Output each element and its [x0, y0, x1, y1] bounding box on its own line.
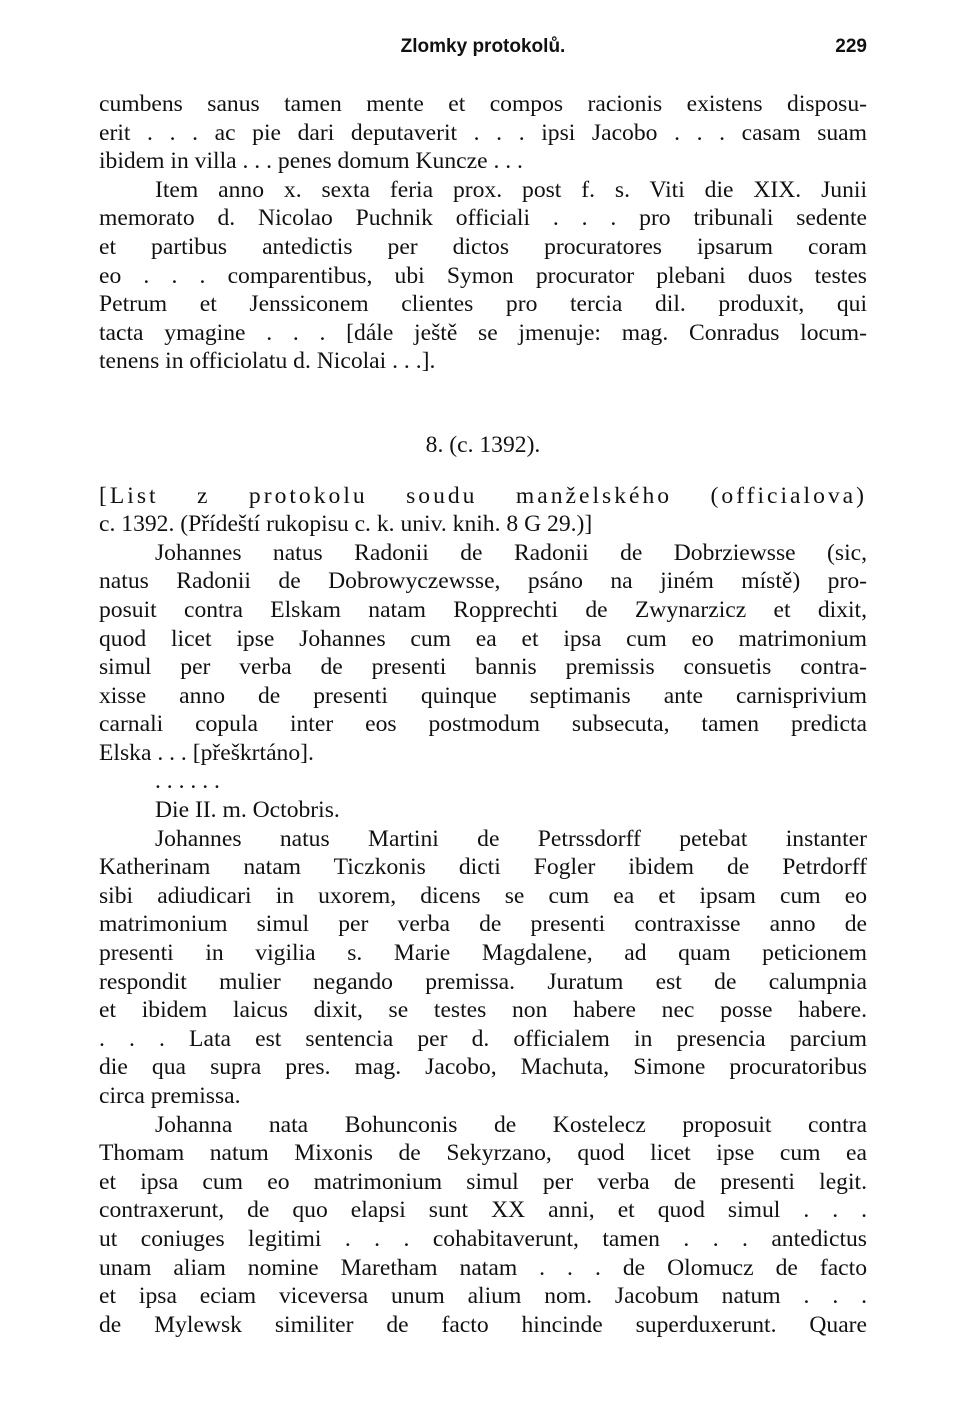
text-line: Elska . . . [přeškrtáno].: [99, 739, 314, 766]
heading-gap: [99, 460, 867, 482]
page-number: 229: [835, 36, 867, 57]
text-line: posuit contra Elskam natam Ropprechti de Zwynarzicz et dixit,: [99, 596, 867, 623]
text-line: unam aliam nomine Maretham natam . . . de Olomucz de facto: [99, 1254, 867, 1281]
text-line: contraxerunt, de quo elapsi sunt XX anni, et quod simul . . .: [99, 1197, 867, 1224]
text-line: carnali copula inter eos postmodum subsecuta, tamen predicta: [99, 711, 867, 738]
text-line: . . . Lata est sentencia per d. officialem in presencia parcium: [99, 1025, 867, 1052]
text-line: tenens in officiolatu d. Nicolai . . .].: [99, 348, 436, 375]
text-line: Item anno x. sexta feria prox. post f. s. Viti die XIX. Junii: [155, 176, 867, 203]
text-line: respondit mulier negando premissa. Juratum est de calumpnia: [99, 968, 867, 995]
text-line: ibidem in villa . . . penes domum Kuncze . . .: [99, 148, 523, 175]
text-line: Johannes natus Radonii de Radonii de Dobrziewsse (sic,: [155, 539, 867, 566]
text-line: cumbens sanus tamen mente et compos racionis existens disposu-: [99, 91, 867, 117]
text-line: Katherinam natam Ticzkonis dicti Fogler ibidem de Petrdorff: [99, 854, 867, 881]
text-line: sibi adiudicari in uxorem, dicens se cum ea et ipsam cum eo: [99, 882, 867, 909]
text-line: Johanna nata Bohunconis de Kostelecz proposuit contra: [155, 1111, 867, 1138]
text-line: circa premissa.: [99, 1083, 241, 1109]
document-page: [99, 36, 867, 1339]
text-line: erit . . . ac pie dari deputaverit . . . ipsi Jacobo . . . casam suam: [99, 119, 867, 146]
running-head: [99, 36, 867, 70]
body-text: [99, 90, 867, 1339]
text-line: simul per verba de presenti bannis premissis consuetis contra-: [99, 654, 867, 681]
ellipsis-dots: . . . . . .: [155, 768, 220, 795]
running-title: Zlomky protokolů.: [400, 36, 566, 57]
text-line: et ipsa cum eo matrimonium simul per verba de presenti legit.: [99, 1168, 867, 1195]
text-line: natus Radonii de Dobrowyczewsse, psáno na jiném místě) pro-: [99, 568, 867, 595]
text-line: xisse anno de presenti quinque septimanis ante carnisprivium: [99, 682, 867, 709]
text-line: Johannes natus Martini de Petrssdorff petebat instanter: [155, 825, 867, 852]
text-line: Petrum et Jenssiconem clientes pro tercia dil. produxit, qui: [99, 291, 867, 318]
text-line: de Mylewsk similiter de facto hincinde superduxerunt. Quare: [99, 1311, 867, 1338]
text-line: memorato d. Nicolao Puchnik officiali . . . pro tribunali sedente: [99, 205, 867, 232]
text-line: et ibidem laicus dixit, se testes non habere nec posse habere.: [99, 997, 867, 1024]
text-line: tacta ymagine . . . [dále ještě se jmenuje: mag. Conradus locum-: [99, 319, 867, 346]
bracket-note-line: c. 1392. (Přídeští rukopisu c. k. univ. knih. 8 G 29.)]: [99, 511, 593, 538]
text-line: Thomam natum Mixonis de Sekyrzano, quod licet ipse cum ea: [99, 1140, 867, 1167]
text-line: eo . . . comparentibus, ubi Symon procurator plebani duos testes: [99, 262, 867, 289]
text-line: ut coniuges legitimi . . . cohabitaverunt, tamen . . . antedictus: [99, 1225, 867, 1252]
date-line: Die II. m. Octobris.: [155, 797, 340, 824]
section-gap: [99, 376, 867, 431]
text-line: et partibus antedictis per dictos procuratores ipsarum coram: [99, 233, 867, 260]
text-line: et ipsa eciam viceversa unum alium nom. Jacobum natum . . .: [99, 1283, 867, 1310]
text-line: die qua supra pres. mag. Jacobo, Machuta, Simone procuratoribus: [99, 1054, 867, 1081]
text-line: matrimonium simul per verba de presenti contraxisse anno de: [99, 911, 867, 938]
section-heading: 8. (c. 1392).: [425, 431, 541, 458]
bracket-note-line: [List z protokolu soudu manželského (officialova): [99, 482, 867, 509]
text-line: quod licet ipse Johannes cum ea et ipsa cum eo matrimonium: [99, 625, 867, 652]
text-line: presenti in vigilia s. Marie Magdalene, ad quam peticionem: [99, 940, 867, 967]
